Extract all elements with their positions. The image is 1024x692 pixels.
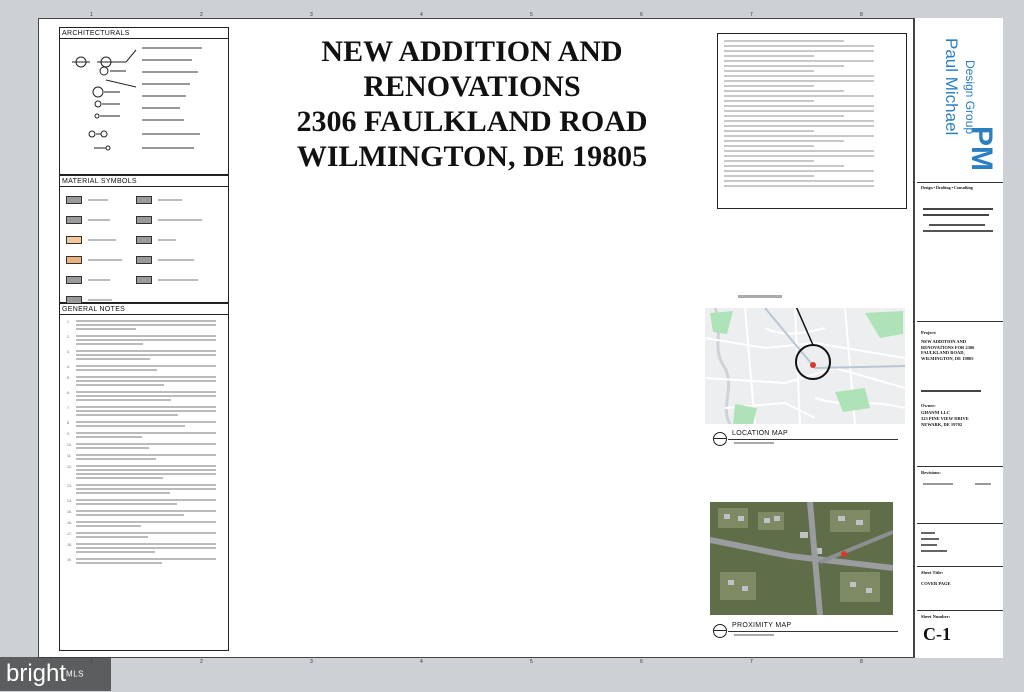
- sheet-number-label: Sheet Number:: [921, 614, 951, 619]
- insulation-swatch: [66, 256, 82, 264]
- building-data-row: [724, 75, 874, 77]
- material-swatch: [136, 236, 152, 244]
- legend-column: [59, 27, 229, 651]
- building-data-row: [724, 185, 874, 187]
- building-data-row: [724, 105, 874, 107]
- project-name: NEW ADDITION AND RENOVATIONS FOR 2306 FAULKLAND ROAD, WILMINGTON, DE 19805: [921, 339, 975, 361]
- material-swatch: [66, 276, 82, 284]
- general-note-item: 3.: [64, 350, 224, 360]
- caption-rule: [728, 631, 898, 632]
- logo-line-1: Paul Michael: [942, 38, 961, 136]
- proximity-map-image: [710, 502, 893, 615]
- general-note-item: 10.: [64, 443, 224, 449]
- material-item: [66, 236, 144, 248]
- sheet-title: COVER PAGE: [921, 581, 951, 586]
- title-line: NEW ADDITION AND: [321, 35, 623, 68]
- general-note-item: 8.: [64, 421, 224, 427]
- general-note-item: 4.: [64, 365, 224, 371]
- general-note-item: 9.: [64, 432, 224, 438]
- insulation-swatch: [66, 236, 82, 244]
- building-data-row: [724, 90, 844, 92]
- building-data-row: [724, 80, 874, 82]
- street-map-icon: [705, 308, 905, 424]
- bottom-grid-ticks: 2 3 4 5 6 7 8: [200, 659, 863, 665]
- architecturals-legend: [59, 27, 229, 175]
- general-note-item: 7.: [64, 406, 224, 416]
- title-line: WILMINGTON, DE 19805: [296, 140, 648, 173]
- title-line: 2306 FAULKLAND ROAD: [296, 105, 648, 138]
- building-data-row: [724, 130, 814, 132]
- general-note-item: 2.: [64, 335, 224, 345]
- project-label: Project:: [921, 330, 937, 335]
- general-note-item: 19.: [64, 558, 224, 564]
- scale-note: [734, 442, 774, 444]
- location-map-image: [705, 308, 905, 424]
- material-swatch: [136, 276, 152, 284]
- building-data-row: [724, 160, 814, 162]
- material-item: [66, 256, 144, 268]
- general-note-item: 14.: [64, 499, 224, 505]
- general-note-item: 17.: [64, 532, 224, 538]
- general-note-item: 13.: [64, 484, 224, 494]
- caption-rule: [728, 439, 898, 440]
- material-item: [136, 256, 214, 268]
- general-note-item: 5.: [64, 376, 224, 386]
- building-data-row: [724, 165, 844, 167]
- material-swatch: [136, 196, 152, 204]
- watermark-brand: bright: [6, 660, 67, 687]
- owner-line: 323 PINE VIEW DRIVE: [921, 416, 969, 421]
- location-map-tag-icon: [713, 432, 727, 446]
- project-title: [262, 34, 682, 174]
- architecturals-heading: ARCHITECTURALS: [60, 28, 228, 39]
- building-data-row: [724, 125, 874, 127]
- building-data-row: [724, 155, 874, 157]
- general-note-item: 12.: [64, 465, 224, 479]
- material-item: [136, 236, 214, 248]
- building-data-row: [724, 95, 874, 97]
- building-data-row: [724, 120, 874, 122]
- material-item: [66, 196, 144, 208]
- building-data-row: [724, 85, 814, 87]
- proximity-map-caption: PROXIMITY MAP: [732, 622, 792, 629]
- building-data-row: [724, 170, 874, 172]
- building-data-row: [724, 135, 874, 137]
- general-note-item: 1.: [64, 320, 224, 330]
- building-data-row: [724, 150, 874, 152]
- material-item: [66, 276, 144, 288]
- building-data-row: [724, 110, 874, 112]
- architectural-symbols-icon: [60, 42, 230, 172]
- mls-watermark: [0, 657, 111, 691]
- building-data-row: [724, 115, 844, 117]
- scale-note: [734, 634, 774, 636]
- material-symbols-legend: [59, 175, 229, 303]
- top-grid-ticks: 1 2 3 4 5 6 7 8: [90, 12, 863, 18]
- building-data-row: [724, 100, 814, 102]
- general-note-item: 6.: [64, 391, 224, 401]
- building-data-row: [724, 50, 874, 52]
- building-data-row: [724, 65, 844, 67]
- material-item: [136, 196, 214, 208]
- building-data-row: [724, 175, 814, 177]
- logo-mark: PM: [965, 126, 998, 171]
- watermark-suffix: MLS: [66, 669, 84, 679]
- aerial-photo-icon: [710, 502, 893, 615]
- sheet-title-label: Sheet Title:: [921, 570, 943, 575]
- owner-label: Owner:: [921, 403, 936, 408]
- general-notes-box: [59, 303, 229, 651]
- revisions-label: Revisions:: [921, 470, 941, 475]
- material-symbols-heading: MATERIAL SYMBOLS: [60, 176, 228, 187]
- material-swatch: [136, 256, 152, 264]
- owner-line: NEWARK, DE 19702: [921, 422, 963, 427]
- building-data-row: [724, 55, 814, 57]
- building-data-row: [724, 70, 814, 72]
- building-data-box: [717, 33, 907, 209]
- pmdg-logo-icon: [928, 36, 998, 176]
- material-item: [136, 216, 214, 228]
- general-note-item: 15.: [64, 510, 224, 516]
- building-data-row: [724, 40, 844, 42]
- location-map-caption: LOCATION MAP: [732, 430, 788, 437]
- logo-line-2: Design Group: [963, 60, 977, 135]
- material-item: [136, 276, 214, 288]
- material-swatch: [136, 216, 152, 224]
- material-item: [66, 216, 144, 228]
- building-data-row: [724, 60, 874, 62]
- material-swatch: [66, 216, 82, 224]
- general-notes-heading: GENERAL NOTES: [60, 304, 228, 315]
- company-logo: [928, 36, 998, 176]
- general-note-item: 11.: [64, 454, 224, 460]
- title-line: RENOVATIONS: [363, 70, 581, 103]
- proximity-map-tag-icon: [713, 624, 727, 638]
- general-note-item: 16.: [64, 521, 224, 527]
- material-swatch: [66, 196, 82, 204]
- owner-line: GHANNI LLC: [921, 410, 950, 415]
- map-callout-label: [738, 295, 782, 298]
- general-note-item: 18.: [64, 543, 224, 553]
- building-data-row: [724, 180, 874, 182]
- sheet-number: C-1: [923, 624, 951, 644]
- general-notes-list: [64, 318, 224, 569]
- building-data-row: [724, 145, 814, 147]
- building-data-rows: [718, 34, 906, 187]
- company-tagline: Design • Drafting • Consulting: [921, 185, 973, 190]
- building-data-row: [724, 140, 844, 142]
- building-data-row: [724, 45, 874, 47]
